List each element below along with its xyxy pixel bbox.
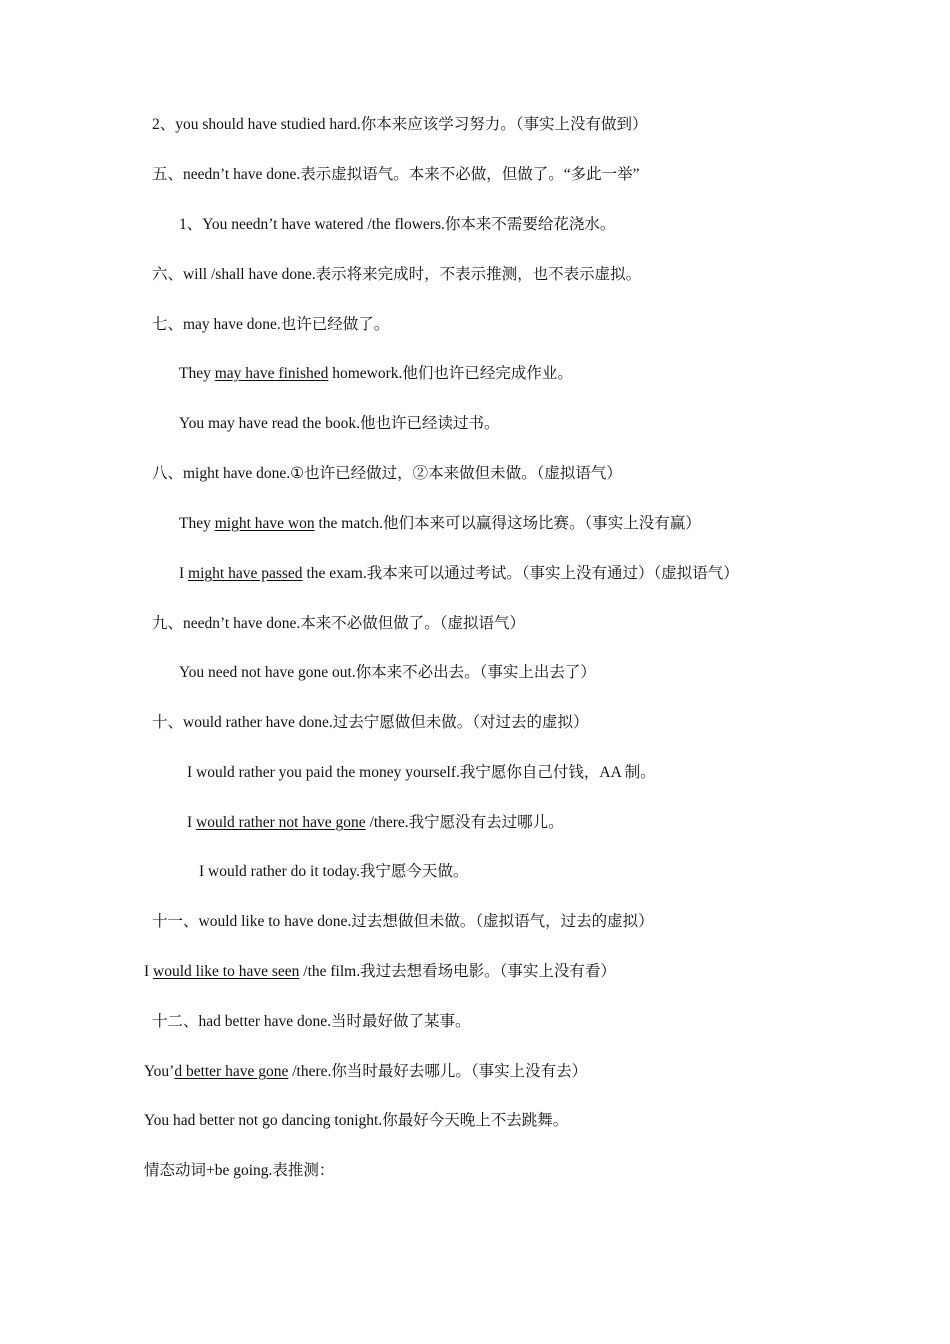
text-line: They might have won the match.他们本来可以赢得这场比赛。（事实上没有赢） (179, 515, 701, 532)
text-line: You need not have gone out.你本来不必出去。（事实上出去了） (179, 664, 596, 681)
text-line: They may have finished homework.他们也许已经完成作业。 (179, 365, 573, 382)
underlined-phrase: may have finished (214, 365, 329, 382)
text-line: 2、you should have studied hard.你本来应该学习努力。（事实上没有做到） (152, 116, 648, 133)
text-line: I might have passed the exam.我本来可以通过考试。（事实上没有通过）（虚拟语气） (179, 565, 739, 582)
underlined-phrase: would rather not have gone (196, 814, 366, 831)
text-line: 十二、had better have done.当时最好做了某事。 (152, 1013, 471, 1030)
text-line: I would rather you paid the money yourself.我宁愿你自己付钱，AA 制。 (187, 764, 656, 781)
text-line: 九、needn’t have done.本来不必做但做了。（虚拟语气） (152, 615, 525, 632)
underlined-phrase: would like to have seen (153, 963, 300, 980)
text-line: 五、needn’t have done.表示虚拟语气。本来不必做，但做了。“多此一举” (152, 166, 640, 183)
text-line: 七、may have done.也许已经做了。 (152, 316, 390, 333)
underlined-phrase: d better have gone (174, 1063, 289, 1080)
text-line: 八、might have done.①也许已经做过，②本来做但未做。（虚拟语气） (152, 465, 622, 482)
text-line: You may have read the book.他也许已经读过书。 (179, 415, 500, 432)
text-line: 六、will /shall have done.表示将来完成时，不表示推测，也不表示虚拟。 (152, 266, 642, 283)
text-line: 1、You needn’t have watered /the flowers.你本来不需要给花浇水。 (179, 216, 616, 233)
text-line: You’d better have gone /there.你当时最好去哪儿。（事实上没有去） (144, 1063, 588, 1080)
text-line: I would rather do it today.我宁愿今天做。 (199, 863, 469, 880)
underlined-phrase: might have won (214, 515, 315, 532)
underlined-phrase: might have passed (188, 565, 303, 582)
text-line: I would rather not have gone /there.我宁愿没有去过哪儿。 (187, 814, 564, 831)
text-line: 十、would rather have done.过去宁愿做但未做。（对过去的虚拟） (152, 714, 589, 731)
text-line: 十一、would like to have done.过去想做但未做。（虚拟语气，过去的虚拟） (152, 913, 654, 930)
text-line: You had better not go dancing tonight.你最好今天晚上不去跳舞。 (144, 1112, 569, 1129)
text-line: I would like to have seen /the film.我过去想看场电影。（事实上没有看） (144, 963, 616, 980)
text-line: 情态动词+be going.表推测： (144, 1162, 335, 1179)
